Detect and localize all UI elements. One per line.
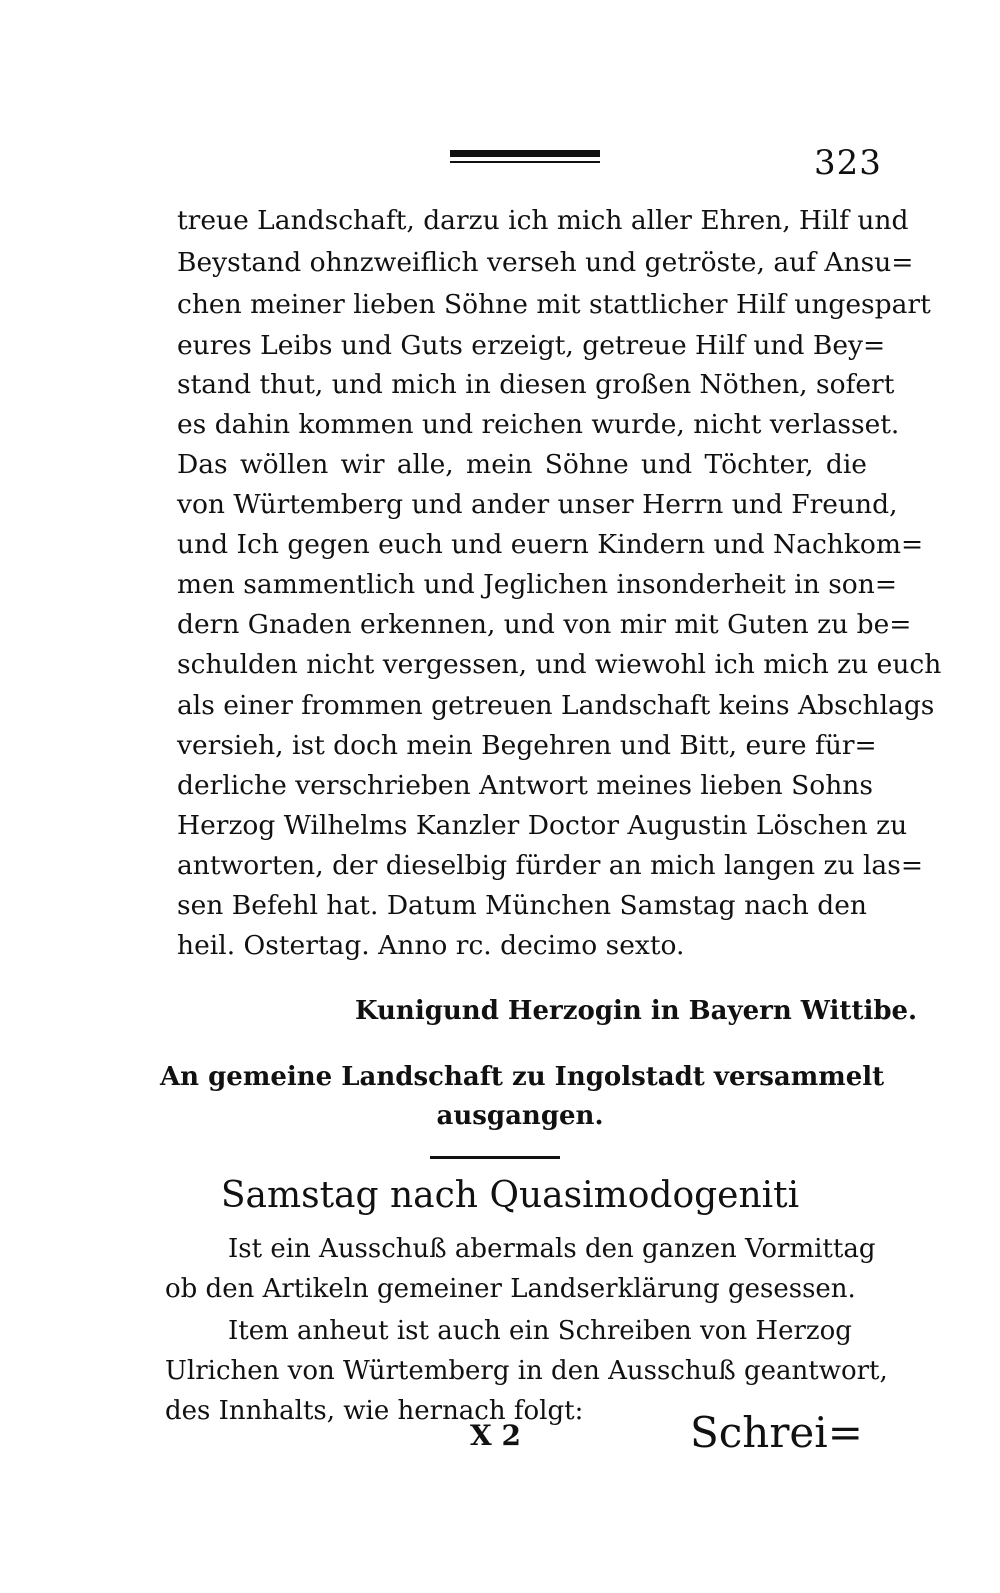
- paragraph-line: Ist ein Ausschuß abermals den ganzen Vormittag: [228, 1234, 876, 1264]
- section-heading: Samstag nach Quasimodogeniti: [220, 1175, 800, 1216]
- body-line: derliche verschrieben Antwort meines lieben Sohns: [177, 770, 873, 801]
- header-rule-thick: [450, 150, 600, 157]
- section-rule: [430, 1156, 560, 1159]
- body-line: stand thut, und mich in diesen großen Nöthen, sofert: [177, 369, 895, 400]
- body-line: eures Leibs und Guts erzeigt, getreue Hilf und Bey=: [177, 330, 886, 361]
- body-line: Beystand ohnzweiflich verseh und getröste, auf Ansu=: [177, 247, 914, 278]
- paragraph-line: Ulrichen von Würtemberg in den Ausschuß geantwort,: [165, 1356, 888, 1386]
- body-line: dern Gnaden erkennen, und von mir mit Guten zu be=: [177, 609, 912, 640]
- body-line: Herzog Wilhelms Kanzler Doctor Augustin Löschen zu: [177, 810, 908, 841]
- address-line: ausgangen.: [436, 1101, 604, 1131]
- body-line: Das wöllen wir alle, mein Söhne und Töchter, die: [177, 449, 867, 480]
- body-line: sen Befehl hat. Datum München Samstag nach den: [177, 890, 867, 921]
- page-number: 323: [814, 143, 882, 183]
- signature-mark: X 2: [470, 1419, 521, 1452]
- catchword: Schrei=: [690, 1408, 863, 1457]
- body-line: als einer frommen getreuen Landschaft keins Abschlags: [177, 690, 935, 721]
- paragraph-line: Item anheut ist auch ein Schreiben von Herzog: [228, 1316, 852, 1346]
- body-line: es dahin kommen und reichen wurde, nicht verlasset.: [177, 409, 900, 440]
- body-line: versieh, ist doch mein Begehren und Bitt, eure für=: [177, 730, 877, 761]
- body-line: treue Landschaft, darzu ich mich aller Ehren, Hilf und: [177, 205, 909, 236]
- body-line: antworten, der dieselbig fürder an mich langen zu las=: [177, 850, 924, 881]
- body-line: von Würtemberg und ander unser Herrn und Freund,: [177, 489, 898, 520]
- paragraph-line: des Innhalts, wie hernach folgt:: [165, 1396, 584, 1426]
- address-line: An gemeine Landschaft zu Ingolstadt versammelt: [160, 1062, 885, 1092]
- paragraph-line: ob den Artikeln gemeiner Landserklärung gesessen.: [165, 1274, 856, 1304]
- body-line: men sammentlich und Jeglichen insonderheit in son=: [177, 569, 898, 600]
- body-line: heil. Ostertag. Anno rc. decimo sexto.: [177, 930, 685, 961]
- letter-signature: Kunigund Herzogin in Bayern Wittibe.: [355, 996, 918, 1026]
- body-line: chen meiner lieben Söhne mit stattlicher Hilf ungespart: [177, 289, 931, 320]
- body-line: und Ich gegen euch und euern Kindern und Nachkom=: [177, 529, 924, 560]
- header-rule: [450, 150, 600, 163]
- header-rule-thin: [450, 161, 600, 163]
- body-line: schulden nicht vergessen, und wiewohl ich mich zu euch: [177, 649, 942, 680]
